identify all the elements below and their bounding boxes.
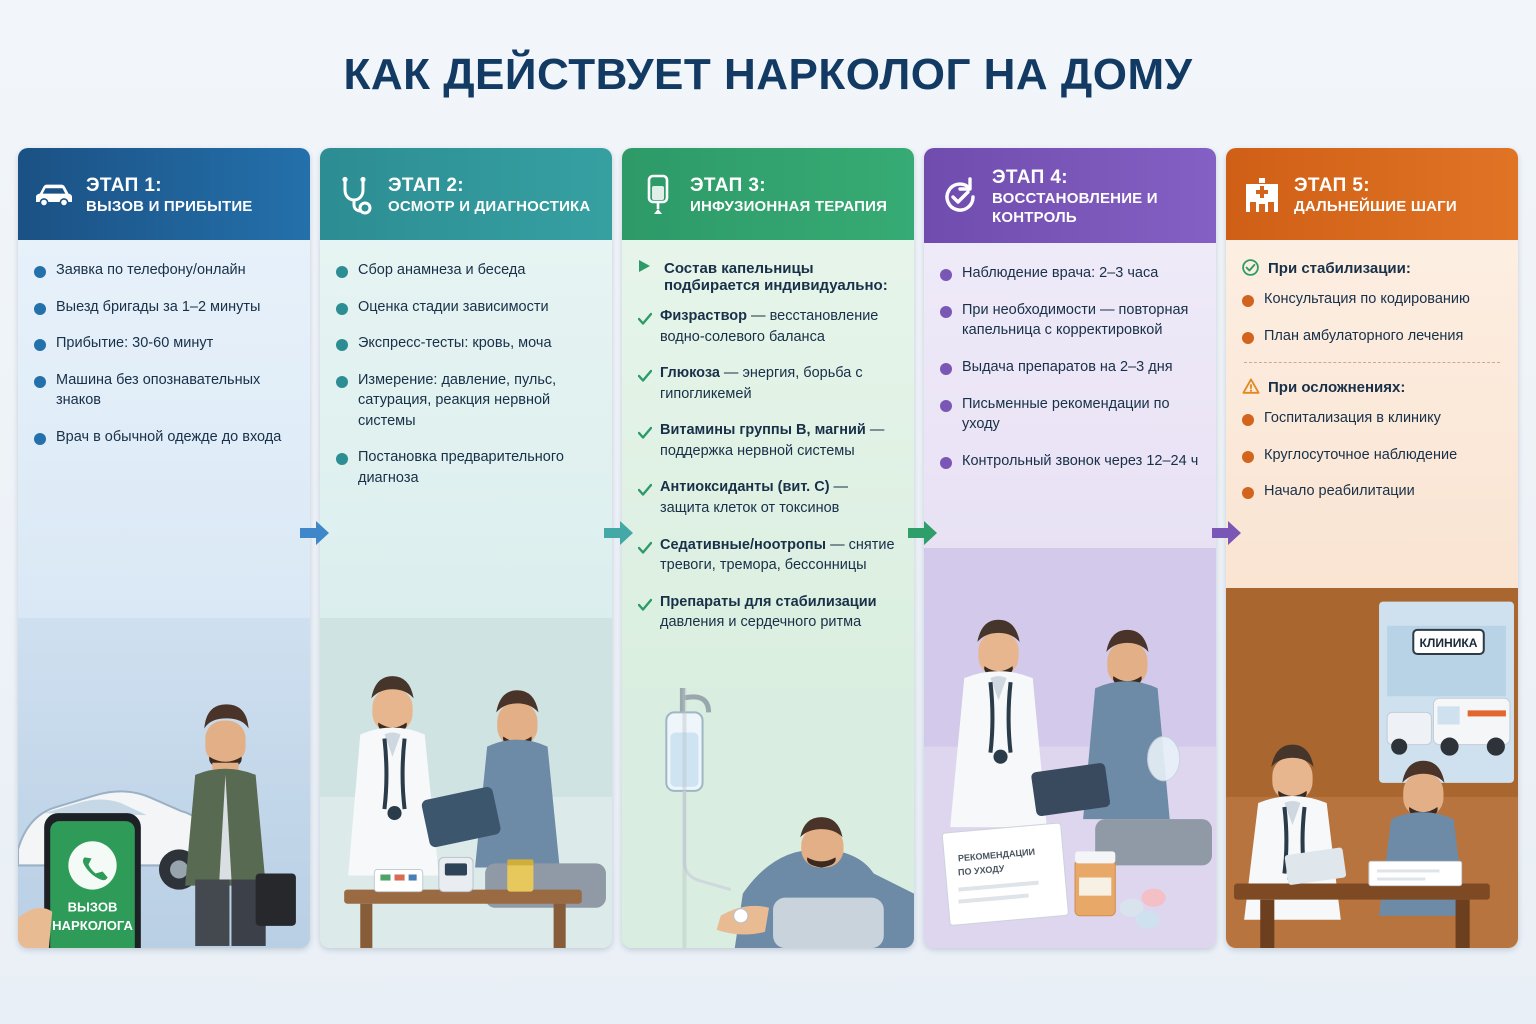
stage-1-header bbox=[18, 148, 310, 240]
stage-1-number: ЭТАП 1: bbox=[86, 174, 163, 196]
list-item: Круглосуточное наблюдение bbox=[1242, 445, 1502, 466]
stage-3-header bbox=[622, 148, 914, 240]
check-icon bbox=[638, 369, 650, 381]
list-item: Машина без опознавательных знаков bbox=[34, 370, 294, 411]
stage-2-body bbox=[320, 240, 612, 948]
arrow-3-to-4 bbox=[908, 520, 938, 546]
check-icon bbox=[638, 598, 650, 610]
page-title: КАК ДЕЙСТВУЕТ НАРКОЛОГ НА ДОМУ bbox=[343, 50, 1193, 99]
stage-4-illustration bbox=[924, 548, 1216, 948]
stage-5-name: ДАЛЬНЕЙШИЕ ШАГИ bbox=[1294, 197, 1457, 215]
check-circle-icon bbox=[1242, 259, 1259, 280]
list-item: Выезд бригады за 1–2 минуты bbox=[34, 297, 294, 318]
stage-5-group-1-heading: При стабилизации: bbox=[1242, 260, 1502, 277]
stage-4-list bbox=[940, 263, 1200, 471]
arrow-4-to-5 bbox=[1212, 520, 1242, 546]
list-item: Витамины группы В, магний — поддержка нервной системы bbox=[638, 420, 898, 461]
stage-5-header bbox=[1226, 148, 1518, 240]
check-icon bbox=[638, 541, 650, 553]
stage-1-body bbox=[18, 240, 310, 948]
stage-card-3 bbox=[622, 148, 914, 948]
stage-3-body bbox=[622, 240, 914, 948]
arrow-2-to-3 bbox=[604, 520, 634, 546]
svg-text:ВЫЗОВ: ВЫЗОВ bbox=[67, 899, 118, 915]
stage-2-header bbox=[320, 148, 612, 240]
refresh-check-icon bbox=[938, 175, 982, 219]
list-item: План амбулаторного лечения bbox=[1242, 326, 1502, 347]
stage-2-number: ЭТАП 2: bbox=[388, 174, 465, 196]
svg-text:КЛИНИКА: КЛИНИКА bbox=[1419, 635, 1478, 650]
stage-3-number: ЭТАП 3: bbox=[690, 174, 767, 196]
list-item: Препараты для стабилизации давления и сердечного ритма bbox=[638, 592, 898, 633]
stage-card-5 bbox=[1226, 148, 1518, 948]
triangle-icon bbox=[638, 259, 651, 277]
stage-3-name: ИНФУЗИОННАЯ ТЕРАПИЯ bbox=[690, 197, 888, 215]
list-item: При необходимости — повторная капельница с корректировкой bbox=[940, 300, 1200, 341]
stage-1-illustration bbox=[18, 618, 310, 948]
list-item: Оценка стадии зависимости bbox=[336, 297, 596, 318]
stage-card-4 bbox=[924, 148, 1216, 948]
stage-5-group-2-heading: При осложнениях: bbox=[1242, 379, 1502, 396]
list-item: Консультация по кодированию bbox=[1242, 289, 1502, 310]
stage-4-body bbox=[924, 243, 1216, 948]
stages-row bbox=[18, 148, 1518, 948]
warning-triangle-icon bbox=[1242, 378, 1260, 399]
list-item: Заявка по телефону/онлайн bbox=[34, 260, 294, 281]
stage-5-body bbox=[1226, 240, 1518, 948]
svg-text:РЕКОМЕНДАЦИИ: РЕКОМЕНДАЦИИ bbox=[957, 846, 1036, 864]
section-divider bbox=[1244, 362, 1500, 363]
stage-4-number: ЭТАП 4: bbox=[992, 167, 1069, 188]
list-item: Начало реабилитации bbox=[1242, 481, 1502, 502]
stage-2-list bbox=[336, 260, 596, 489]
list-item: Постановка предварительного диагноза bbox=[336, 447, 596, 488]
hospital-icon bbox=[1240, 173, 1284, 217]
stage-5-group-1-list bbox=[1242, 289, 1502, 346]
arrow-1-to-2 bbox=[300, 520, 330, 546]
list-item: Антиоксиданты (вит. С) — защита клеток от токсинов bbox=[638, 477, 898, 518]
stage-1-name: ВЫЗОВ И ПРИБЫТИЕ bbox=[86, 197, 253, 215]
list-item: Сбор анамнеза и беседа bbox=[336, 260, 596, 281]
stage-4-name: ВОССТАНОВЛЕНИЕ И КОНТРОЛЬ bbox=[992, 189, 1158, 226]
list-item: Врач в обычной одежде до входа bbox=[34, 427, 294, 448]
stage-5-number: ЭТАП 5: bbox=[1294, 174, 1371, 196]
stage-5-illustration bbox=[1226, 588, 1518, 948]
stage-card-2 bbox=[320, 148, 612, 948]
stage-2-illustration bbox=[320, 618, 612, 948]
list-item: Измерение: давление, пульс, сатурация, реакция нервной системы bbox=[336, 370, 596, 432]
stage-4-header bbox=[924, 148, 1216, 243]
check-icon bbox=[638, 426, 650, 438]
stage-3-list bbox=[638, 306, 898, 633]
list-item: Письменные рекомендации по уходу bbox=[940, 394, 1200, 435]
list-item: Физраствор — весстановление водно-солевого баланса bbox=[638, 306, 898, 347]
stage-1-list bbox=[34, 260, 294, 447]
stage-3-illustration bbox=[622, 688, 914, 948]
stage-3-lead: Состав капельницы подбирается индивидуально: bbox=[638, 260, 898, 294]
stage-card-1 bbox=[18, 148, 310, 948]
list-item: Выдача препаратов на 2–3 дня bbox=[940, 357, 1200, 378]
stage-2-name: ОСМОТР И ДИАГНОСТИКА bbox=[388, 197, 591, 215]
list-item: Седативные/ноотропы — снятие тревоги, тремора, бессонницы bbox=[638, 535, 898, 576]
svg-text:НАРКОЛОГА: НАРКОЛОГА bbox=[52, 917, 133, 933]
list-item: Наблюдение врача: 2–3 часа bbox=[940, 263, 1200, 284]
list-item: Прибытие: 30-60 минут bbox=[34, 333, 294, 354]
car-icon bbox=[32, 173, 76, 217]
check-icon bbox=[638, 483, 650, 495]
stethoscope-icon bbox=[334, 173, 378, 217]
stage-5-group-2-list bbox=[1242, 408, 1502, 502]
list-item: Контрольный звонок через 12–24 ч bbox=[940, 451, 1200, 472]
list-item: Экспресс-тесты: кровь, моча bbox=[336, 333, 596, 354]
check-icon bbox=[638, 312, 650, 324]
list-item: Госпитализация в клинику bbox=[1242, 408, 1502, 429]
list-item: Глюкоза — энергия, борьба с гипогликемей bbox=[638, 363, 898, 404]
iv-drip-icon bbox=[636, 173, 680, 217]
svg-text:ПО УХОДУ: ПО УХОДУ bbox=[957, 863, 1005, 878]
